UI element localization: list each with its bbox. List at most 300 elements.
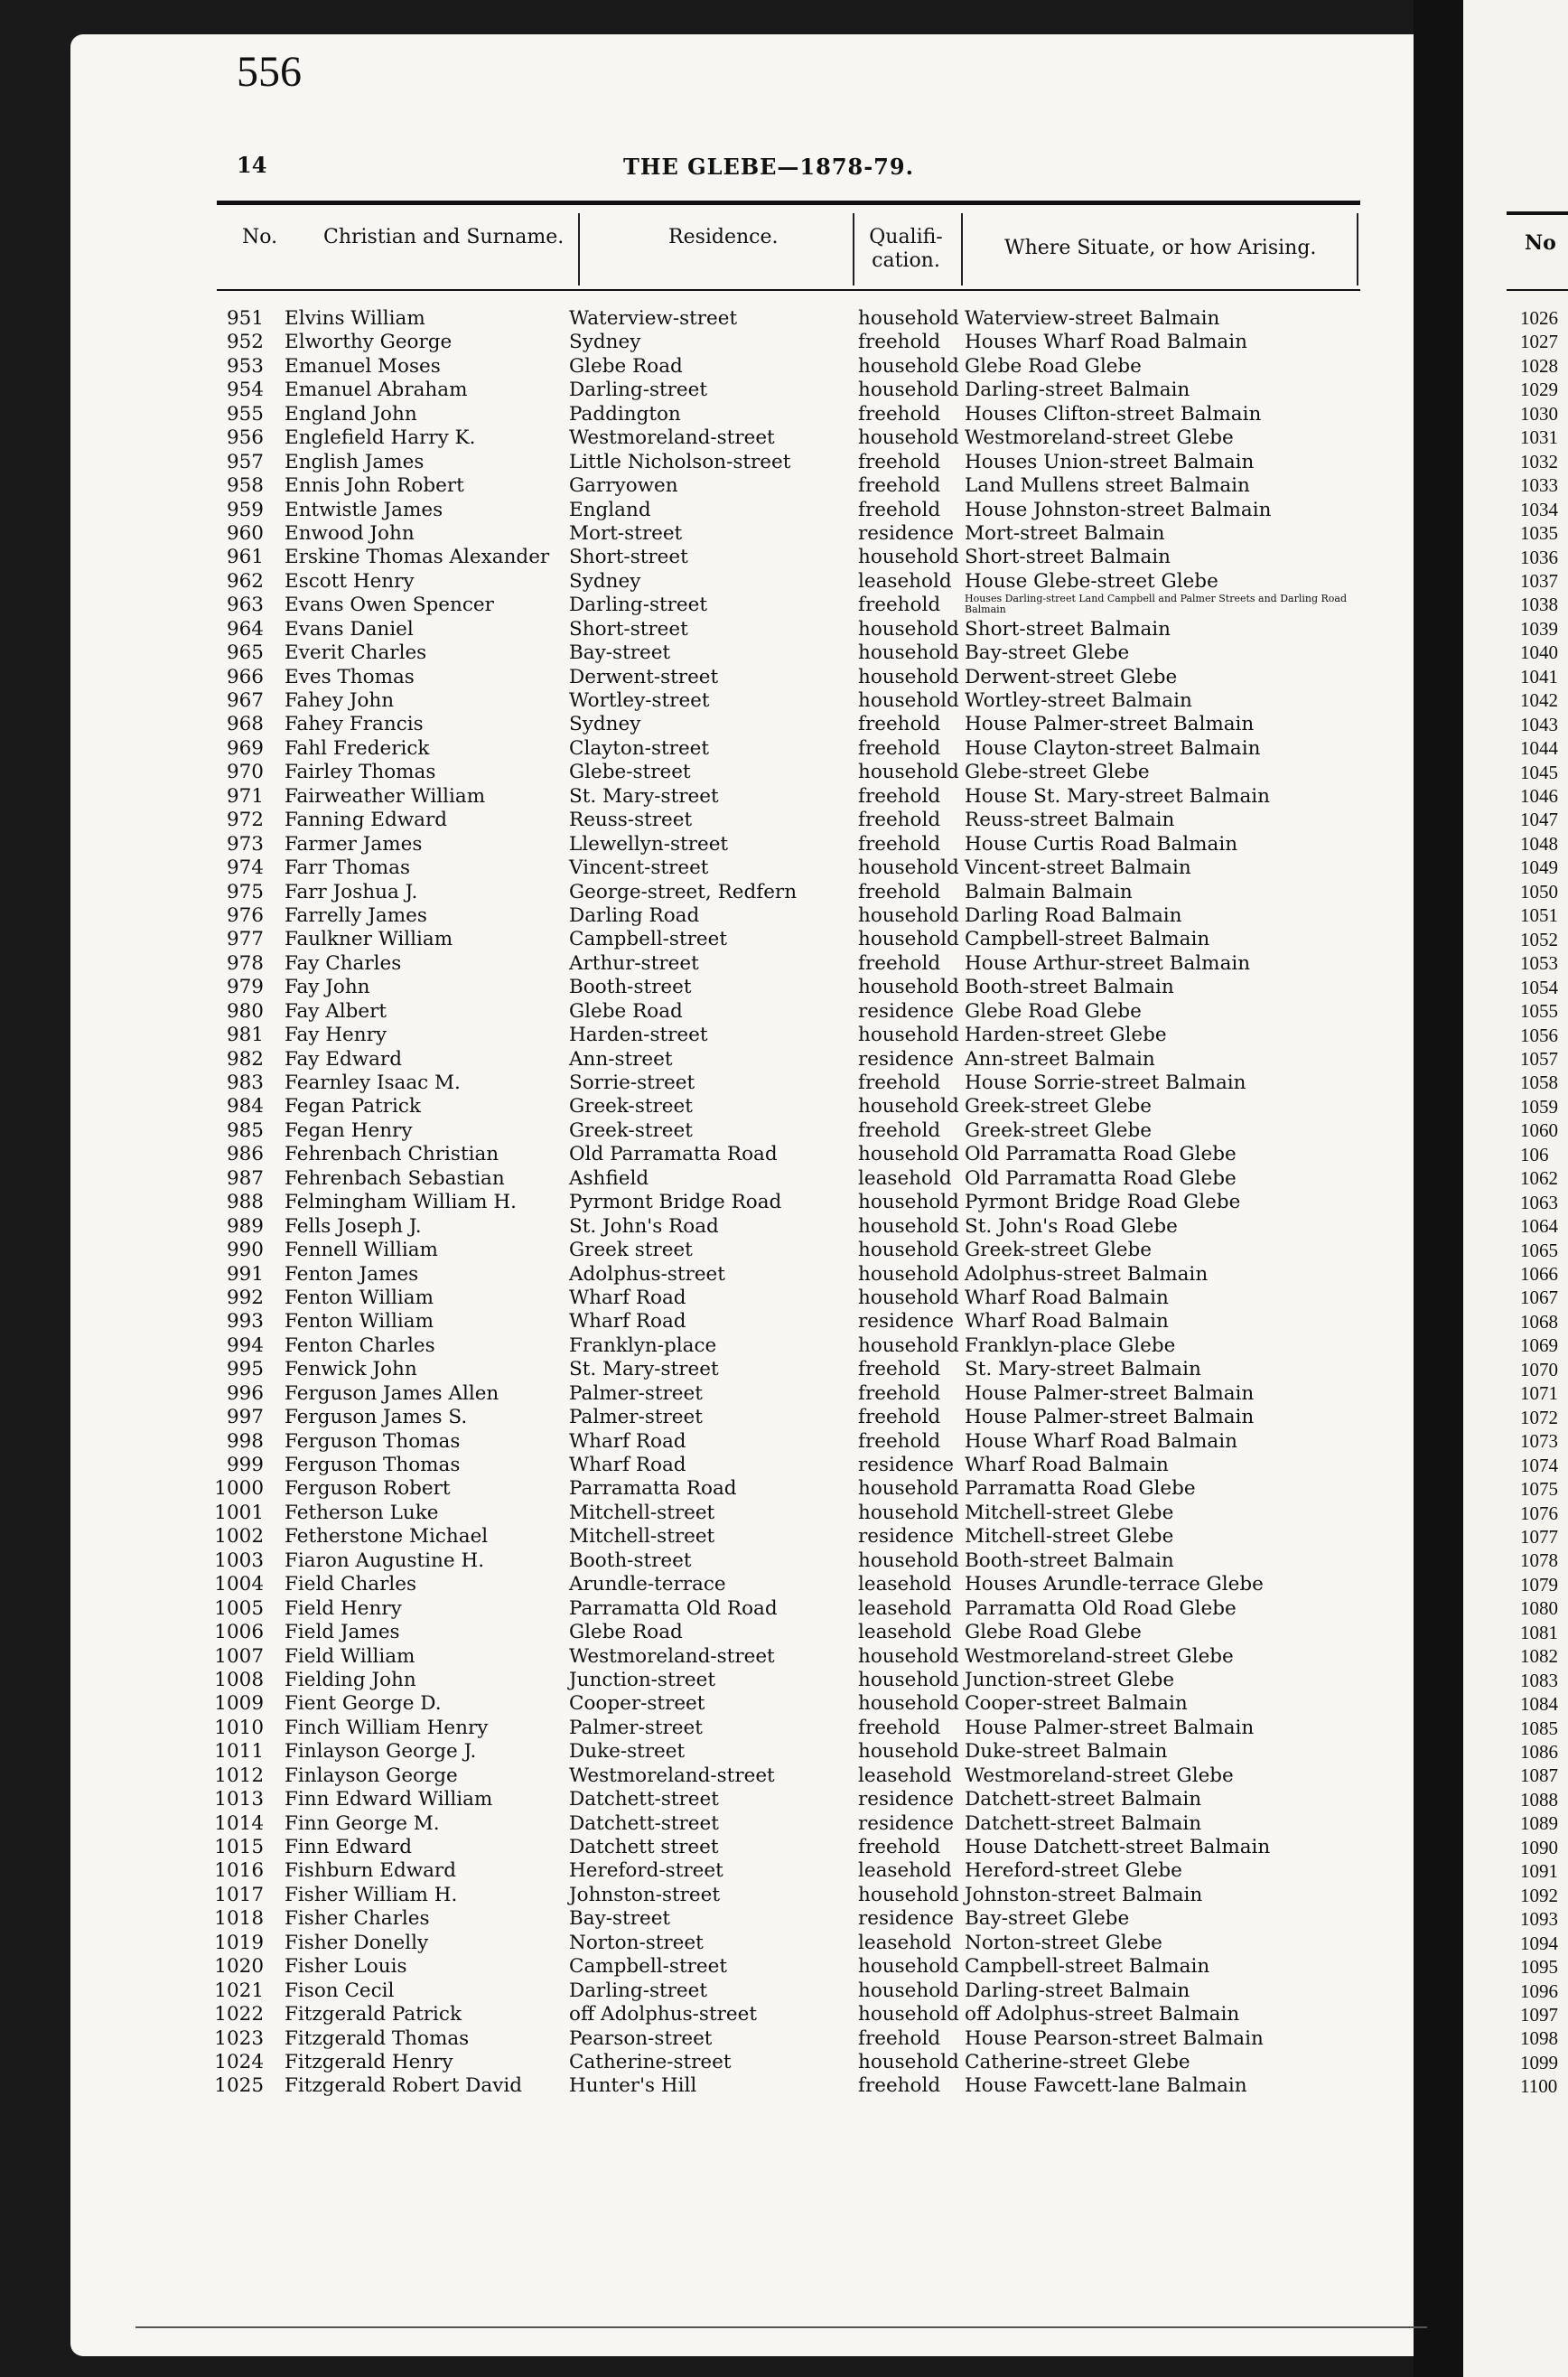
entry-where-situate: Westmoreland-street Glebe [965, 426, 1234, 450]
table-row [199, 426, 1400, 450]
next-page-entry-number: 1034 [1520, 498, 1558, 520]
table-row [199, 451, 1400, 474]
entry-where-situate: Datchett-street Balmain [965, 1788, 1202, 1811]
entry-number: 961 [226, 546, 264, 569]
entry-number: 982 [226, 1047, 264, 1071]
entry-where-situate: Wortley-street Balmain [965, 689, 1192, 712]
entry-qualification: freehold [858, 1406, 941, 1429]
entry-qualification: freehold [858, 784, 941, 808]
entry-number: 1001 [214, 1501, 264, 1524]
entry-where-situate: Ann-street Balmain [965, 1047, 1155, 1071]
entry-number: 964 [226, 617, 264, 641]
entry-where-situate: Hereford-street Glebe [965, 1859, 1182, 1883]
entry-qualification: freehold [858, 1716, 941, 1739]
entry-name: Fay Charles [285, 951, 402, 975]
entry-name: Fisher Louis [285, 1955, 407, 1979]
entry-name: Fison Cecil [285, 1979, 395, 2002]
table-row [199, 1263, 1400, 1287]
entry-qualification: freehold [858, 1836, 941, 1858]
entry-where-situate: House Sorrie-street Balmain [965, 1072, 1246, 1094]
header-divider [1357, 213, 1358, 285]
entry-name: Fay Albert [285, 999, 387, 1023]
entry-qualification: freehold [858, 832, 941, 856]
entry-residence: Little Nicholson-street [569, 450, 791, 473]
table-row [199, 1692, 1400, 1716]
entry-number: 958 [226, 474, 264, 498]
next-page-entry-number: 1056 [1520, 1024, 1558, 1046]
entry-number: 955 [226, 402, 264, 426]
entry-number: 1012 [214, 1764, 264, 1787]
table-row [199, 737, 1400, 761]
entry-qualification: household [858, 1979, 959, 2002]
entry-residence: Darling-street [569, 594, 707, 617]
entry-qualification: household [858, 1143, 959, 1166]
entry-where-situate: Glebe Road Glebe [965, 354, 1142, 378]
next-page-entry-number: 1094 [1520, 1932, 1558, 1954]
entry-name: Fearnley Isaac M. [285, 1072, 461, 1094]
entry-qualification: household [858, 689, 959, 712]
entry-qualification: leasehold [858, 1621, 952, 1644]
entry-where-situate: Darling-street Balmain [965, 1979, 1190, 2002]
entry-where-situate: House St. Mary-street Balmain [965, 784, 1270, 808]
entry-number: 962 [226, 569, 264, 593]
entry-residence: Pearson-street [569, 2026, 713, 2050]
table-row [199, 1884, 1400, 1907]
next-page-entry-number: 1084 [1520, 1693, 1558, 1716]
table-row [199, 713, 1400, 736]
next-page-header: No [1525, 231, 1556, 255]
next-page-entry-number: 1077 [1520, 1525, 1558, 1548]
entry-where-situate: Vincent-street Balmain [965, 856, 1191, 880]
page-gutter [1414, 0, 1466, 2377]
entry-residence: Llewellyn-street [569, 832, 729, 856]
entry-name: Erskine Thomas Alexander [285, 546, 550, 569]
entry-qualification: freehold [858, 331, 941, 354]
entry-name: Fegan Patrick [285, 1095, 421, 1118]
table-row [199, 1406, 1400, 1429]
next-page-entry-number: 1086 [1520, 1741, 1558, 1763]
entry-qualification: freehold [858, 402, 941, 426]
entry-name: Farmer James [285, 832, 423, 856]
entry-qualification: freehold [858, 880, 941, 903]
entry-qualification: residence [858, 999, 955, 1023]
table-row [199, 546, 1400, 569]
entry-residence: Campbell-street [569, 928, 727, 951]
entry-name: Field Charles [285, 1573, 417, 1596]
table-row [199, 1907, 1400, 1931]
table-row [199, 1287, 1400, 1310]
entry-where-situate: Wharf Road Balmain [965, 1310, 1169, 1334]
entry-number: 963 [226, 594, 264, 617]
table-row [199, 1669, 1400, 1692]
table-row [199, 785, 1400, 809]
entry-residence: George-street, Redfern [569, 880, 798, 903]
entry-qualification: household [858, 903, 959, 927]
entry-number: 953 [226, 354, 264, 378]
table-row [199, 1334, 1400, 1358]
entry-residence: Glebe-street [569, 761, 691, 784]
next-page-entry-number: 1040 [1520, 641, 1558, 664]
next-page-entry-number: 1066 [1520, 1263, 1558, 1285]
entry-name: Escott Henry [285, 569, 415, 593]
table-row [199, 1430, 1400, 1454]
entry-residence: Wharf Road [569, 1429, 686, 1453]
entry-qualification: freehold [858, 2026, 941, 2050]
table-row [199, 881, 1400, 904]
next-page-entry-number: 1099 [1520, 2051, 1558, 2073]
entry-name: Emanuel Abraham [285, 379, 468, 402]
entry-where-situate: House Glebe-street Glebe [965, 569, 1218, 593]
entry-where-situate: Adolphus-street Balmain [965, 1262, 1209, 1286]
entry-name: Elworthy George [285, 331, 453, 354]
next-page-entry-number: 1062 [1520, 1167, 1558, 1190]
entry-qualification: freehold [858, 951, 941, 975]
entry-qualification: leasehold [858, 569, 952, 593]
entry-number: 993 [226, 1310, 264, 1334]
entry-name: Emanuel Moses [285, 354, 441, 378]
entry-name: Finlayson George J. [285, 1740, 477, 1764]
entry-number: 951 [226, 307, 264, 330]
entry-where-situate: House Palmer-street Balmain [965, 713, 1255, 736]
entry-where-situate: Johnston-street Balmain [965, 1883, 1203, 1906]
table-row [199, 1167, 1400, 1191]
entry-number: 973 [226, 832, 264, 856]
next-page-entry-number: 1051 [1520, 904, 1558, 927]
entry-name: Ferguson Thomas [285, 1429, 461, 1453]
entry-number: 1006 [214, 1621, 264, 1644]
table-row [199, 856, 1400, 880]
entry-number: 990 [226, 1239, 264, 1262]
entry-name: Enwood John [285, 521, 415, 545]
entry-residence: Johnston-street [569, 1883, 721, 1906]
entry-qualification: freehold [858, 1429, 941, 1453]
entry-qualification: leasehold [858, 1859, 952, 1883]
table-row [199, 1119, 1400, 1143]
entry-qualification: freehold [858, 594, 941, 617]
table-row [199, 976, 1400, 999]
entry-residence: Westmoreland-street [569, 426, 775, 450]
entry-qualification: household [858, 1740, 959, 1764]
entry-residence: Junction-street [569, 1668, 715, 1691]
entry-residence: Datchett-street [569, 1788, 719, 1811]
next-page-entry-number: 1088 [1520, 1788, 1558, 1811]
next-page-entry-number: 1059 [1520, 1095, 1558, 1118]
next-page-entry-number: 1033 [1520, 474, 1558, 497]
entry-where-situate: Waterview-street Balmain [965, 307, 1220, 330]
entry-qualification: leasehold [858, 1166, 952, 1190]
entry-qualification: residence [858, 1907, 955, 1931]
entry-name: Fitzgerald Robert David [285, 2074, 523, 2098]
entry-qualification: household [858, 1477, 959, 1501]
entry-number: 974 [226, 856, 264, 880]
entry-name: Fay Edward [285, 1047, 402, 1071]
entry-residence: Bay-street [569, 641, 671, 665]
entry-name: Fenton William [285, 1310, 434, 1334]
next-page-entry-number: 1031 [1520, 426, 1558, 449]
table-row [199, 1072, 1400, 1095]
table-row [199, 1477, 1400, 1501]
header-divider [578, 213, 580, 285]
entry-where-situate: Parramatta Road Glebe [965, 1477, 1196, 1501]
entry-where-situate: Old Parramatta Road Glebe [965, 1166, 1237, 1190]
entry-residence: Duke-street [569, 1740, 686, 1764]
entry-where-situate: Houses Clifton-street Balmain [965, 402, 1262, 426]
entry-residence: St. Mary-street [569, 784, 719, 808]
entry-where-situate: Bay-street Glebe [965, 1907, 1130, 1931]
entry-qualification: residence [858, 1525, 955, 1549]
entry-residence: Cooper-street [569, 1692, 705, 1716]
next-page-entry-number: 1038 [1520, 594, 1558, 616]
next-page-entry-number: 1079 [1520, 1573, 1558, 1596]
entry-qualification: freehold [858, 1381, 941, 1405]
entry-residence: Booth-street [569, 1549, 692, 1572]
table-row [199, 403, 1400, 426]
entry-number: 956 [226, 426, 264, 450]
entry-where-situate: House Pearson-street Balmain [965, 2026, 1264, 2050]
entry-qualification: household [858, 665, 959, 688]
entry-number: 991 [226, 1262, 264, 1286]
entry-name: Fitzgerald Patrick [285, 2003, 462, 2026]
entry-number: 980 [226, 999, 264, 1023]
entry-residence: Waterview-street [569, 307, 738, 330]
entry-name: Fairley Thomas [285, 761, 436, 784]
entry-residence: Hunter's Hill [569, 2074, 697, 2098]
next-page-entry-number: 1037 [1520, 569, 1558, 592]
entry-residence: Palmer-street [569, 1381, 703, 1405]
table-row [199, 1788, 1400, 1811]
entry-residence: Mort-street [569, 521, 683, 545]
entry-where-situate: House Palmer-street Balmain [965, 1406, 1255, 1429]
entry-qualification: household [858, 379, 959, 402]
entry-where-situate: House Palmer-street Balmain [965, 1716, 1255, 1739]
table-row [199, 1454, 1400, 1477]
next-page-entry-number: 1064 [1520, 1215, 1558, 1238]
table-row [199, 1549, 1400, 1573]
entry-number: 965 [226, 641, 264, 665]
entry-name: Field Henry [285, 1596, 402, 1620]
entry-number: 960 [226, 521, 264, 545]
entry-residence: Westmoreland-street [569, 1644, 775, 1668]
entry-residence: Ann-street [569, 1047, 673, 1071]
entry-name: Fisher William H. [285, 1883, 458, 1906]
next-page-entry-number: 1048 [1520, 832, 1558, 855]
entry-qualification: household [858, 1239, 959, 1262]
entry-number: 995 [226, 1358, 264, 1381]
entry-name: Fanning Edward [285, 809, 448, 832]
entry-name: Evans Owen Spencer [285, 594, 494, 617]
next-page-entry-number: 1027 [1520, 331, 1558, 353]
entry-qualification: household [858, 761, 959, 784]
entry-where-situate: Wharf Road Balmain [965, 1454, 1169, 1476]
entry-name: Ferguson James S. [285, 1406, 468, 1429]
entry-list [199, 307, 1400, 2099]
next-page-entry-number: 1089 [1520, 1812, 1558, 1835]
next-page-entry-number: 1074 [1520, 1454, 1558, 1476]
entry-residence: Mitchell-street [569, 1501, 715, 1524]
entry-residence: Darling Road [569, 903, 700, 927]
entry-qualification: residence [858, 521, 955, 545]
entry-number: 1014 [214, 1811, 264, 1835]
entry-name: Fenton William [285, 1286, 434, 1309]
next-page-entry-number: 1096 [1520, 1979, 1558, 2002]
entry-qualification: household [858, 2050, 959, 2073]
entry-number: 970 [226, 761, 264, 784]
entry-residence: Wharf Road [569, 1310, 686, 1334]
table-row [199, 1621, 1400, 1644]
entry-residence: Wharf Road [569, 1454, 686, 1476]
next-page-entry-number: 1078 [1520, 1549, 1558, 1572]
table-row [199, 1000, 1400, 1024]
entry-name: Fay John [285, 976, 370, 999]
next-page-entry-number: 1097 [1520, 2003, 1558, 2026]
entry-residence: St. Mary-street [569, 1358, 719, 1381]
next-page-entry-number: 1082 [1520, 1645, 1558, 1668]
entry-where-situate: Short-street Balmain [965, 546, 1171, 569]
next-page-entry-number: 1093 [1520, 1908, 1558, 1931]
entry-name: Field James [285, 1621, 400, 1644]
next-page-entry-number: 1085 [1520, 1717, 1558, 1739]
entry-name: Fetherstone Michael [285, 1525, 489, 1549]
table-row [199, 1048, 1400, 1072]
entry-residence: Parramatta Road [569, 1477, 737, 1501]
entry-qualification: freehold [858, 498, 941, 521]
entry-name: Fiaron Augustine H. [285, 1549, 485, 1572]
entry-number: 978 [226, 951, 264, 975]
entry-where-situate: Land Mullens street Balmain [965, 474, 1250, 498]
table-row [199, 1525, 1400, 1549]
entry-residence: Westmoreland-street [569, 1764, 775, 1787]
next-page-entry-number: 1050 [1520, 880, 1558, 903]
entry-residence: Datchett-street [569, 1811, 719, 1835]
table-row [199, 1836, 1400, 1859]
table-row [199, 1645, 1400, 1669]
header-divider [961, 213, 963, 285]
header-no: No. [242, 226, 278, 248]
next-page-entry-number: 1049 [1520, 856, 1558, 879]
entry-qualification: household [858, 617, 959, 641]
entry-residence: Paddington [569, 402, 681, 426]
entry-name: Fielding John [285, 1668, 416, 1691]
entry-residence: Bay-street [569, 1907, 671, 1931]
header-divider [853, 213, 854, 285]
table-row [199, 2003, 1400, 2026]
entry-name: Fitzgerald Thomas [285, 2026, 470, 2050]
entry-name: Finlayson George [285, 1764, 458, 1787]
entry-qualification: freehold [858, 713, 941, 736]
entry-name: Fehrenbach Christian [285, 1143, 499, 1166]
table-row [199, 522, 1400, 546]
entry-name: Fisher Donelly [285, 1931, 429, 1954]
entry-name: Ferguson Robert [285, 1477, 451, 1501]
entry-residence: England [569, 498, 651, 521]
entry-name: England John [285, 402, 417, 426]
entry-number: 1009 [214, 1692, 264, 1716]
table-row [199, 1095, 1400, 1118]
entry-name: Fishburn Edward [285, 1859, 456, 1883]
entry-number: 1004 [214, 1573, 264, 1596]
entry-where-situate: Greek-street Glebe [965, 1095, 1152, 1118]
entry-number: 954 [226, 379, 264, 402]
entry-number: 1024 [214, 2050, 264, 2073]
entry-where-situate: Balmain Balmain [965, 880, 1133, 903]
entry-where-situate: Junction-street Glebe [965, 1668, 1175, 1691]
entry-name: Finn Edward [285, 1836, 413, 1858]
entry-qualification: household [858, 976, 959, 999]
next-page-entry-number: 1053 [1520, 952, 1558, 975]
entry-qualification: freehold [858, 809, 941, 832]
header-name: Christian and Surname. [323, 226, 565, 248]
entry-residence: Darling-street [569, 379, 707, 402]
table-row [199, 355, 1400, 379]
entry-residence: Sydney [569, 569, 641, 593]
table-row [199, 904, 1400, 928]
entry-qualification: freehold [858, 1358, 941, 1381]
entry-number: 967 [226, 689, 264, 712]
entry-residence: Derwent-street [569, 665, 719, 688]
next-page-entry-number: 1036 [1520, 546, 1558, 568]
entry-where-situate: Darling Road Balmain [965, 903, 1182, 927]
entry-name: Fahl Frederick [285, 736, 430, 760]
table-row [199, 1597, 1400, 1621]
entry-name: Farr Thomas [285, 856, 411, 880]
entry-where-situate: Greek-street Glebe [965, 1118, 1152, 1142]
entry-residence: Catherine-street [569, 2050, 732, 2073]
entry-residence: Franklyn-place [569, 1334, 717, 1357]
entry-name: Fient George D. [285, 1692, 442, 1716]
table-row [199, 474, 1400, 498]
entry-residence: Campbell-street [569, 1955, 727, 1979]
next-page-entry-number: 1100 [1520, 2075, 1558, 2098]
entry-residence: Glebe Road [569, 999, 683, 1023]
entry-where-situate: Parramatta Old Road Glebe [965, 1596, 1237, 1620]
entry-name: Fay Henry [285, 1024, 387, 1047]
table-row [199, 1239, 1400, 1262]
entry-number: 1000 [214, 1477, 264, 1501]
entry-name: Ferguson Thomas [285, 1454, 461, 1476]
entry-number: 968 [226, 713, 264, 736]
entry-qualification: freehold [858, 474, 941, 498]
entry-number: 999 [226, 1454, 264, 1476]
entry-residence: Glebe Road [569, 1621, 683, 1644]
entry-qualification: freehold [858, 1118, 941, 1142]
entry-number: 969 [226, 736, 264, 760]
entry-where-situate: Duke-street Balmain [965, 1740, 1168, 1764]
entry-where-situate: Campbell-street Balmain [965, 1955, 1210, 1979]
entry-qualification: leasehold [858, 1596, 952, 1620]
next-page-entry-number: 1030 [1520, 402, 1558, 425]
entry-where-situate: Glebe Road Glebe [965, 999, 1142, 1023]
entry-qualification: leasehold [858, 1764, 952, 1787]
entry-residence: Clayton-street [569, 736, 710, 760]
entry-number: 1025 [214, 2074, 264, 2098]
entry-qualification: household [858, 1955, 959, 1979]
entry-number: 1007 [214, 1644, 264, 1668]
entry-residence: Sydney [569, 713, 641, 736]
page-number: 14 [237, 152, 267, 178]
next-page-entry-number: 1087 [1520, 1764, 1558, 1787]
entry-qualification: leasehold [858, 1573, 952, 1596]
entry-where-situate: Campbell-street Balmain [965, 928, 1210, 951]
entry-name: Fenwick John [285, 1358, 417, 1381]
next-page-entry-number: 1067 [1520, 1287, 1558, 1309]
entry-residence: Arthur-street [569, 951, 699, 975]
entry-residence: Booth-street [569, 976, 692, 999]
header-qualification: Qualifi- cation. [869, 226, 943, 272]
entry-name: Felmingham William H. [285, 1191, 517, 1214]
table-row [199, 1955, 1400, 1979]
next-page-entry-number: 1063 [1520, 1191, 1558, 1213]
entry-residence: Arundle-terrace [569, 1573, 726, 1596]
